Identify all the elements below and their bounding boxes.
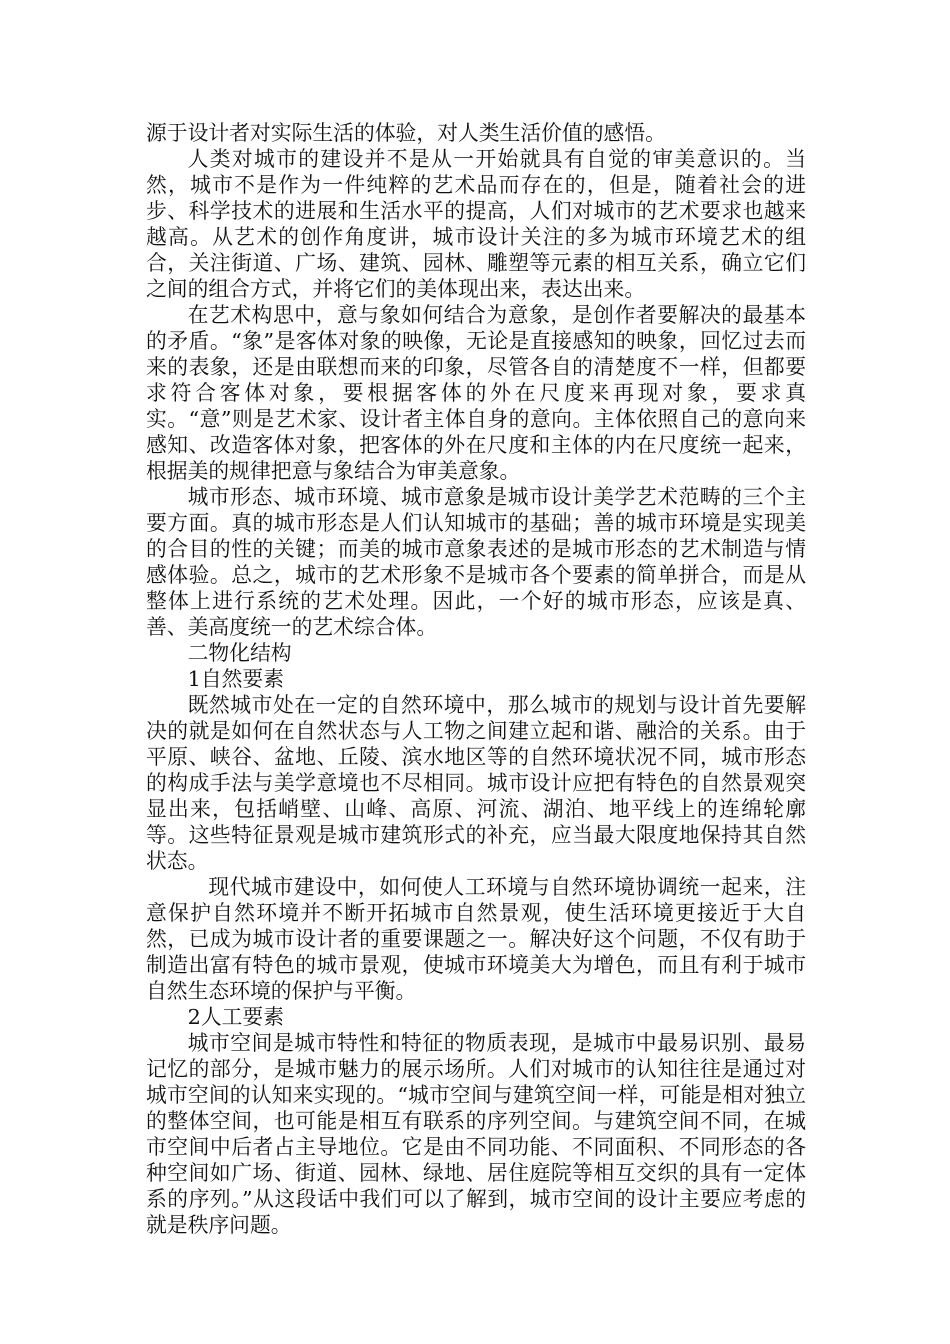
paragraph-continuation: 源于设计者对实际生活的体验，对人类生活价值的感悟。: [146, 121, 666, 145]
paragraph-artistic-conception: 在艺术构思中，意与象如何结合为意象，是创作者要解决的最基本的矛盾。“象”是客体对象的映像，无论是直接感知的映象，回忆过去而来的表象，还是由联想而来的印象，尽管各自的清楚度不一样，但都要求符合客体对象，要根据客体的外在尺度来再现对象，要求真实。“意”则是艺术家、设计者主体自身的意向。主体依照自己的意向来感知、改造客体对象，把客体的外在尺度和主体的内在尺度统一起来，根据美的规律把意与象结合为审美意象。: [146, 303, 806, 483]
paragraph-modern-construction: 现代城市建设中，如何使人工环境与自然环境协调统一起来，注意保护自然环境并不断开拓城市自然景观，使生活环境更接近于大自然，已成为城市设计者的重要课题之一。解决好这个问题，不仅有助于制造出富有特色的城市景观，使城市环境美大为增色，而且有利于城市自然生态环境的保护与平衡。: [146, 875, 806, 1003]
paragraph-natural-environment: 既然城市处在一定的自然环境中，那么城市的规划与设计首先要解决的就是如何在自然状态与人工物之间建立起和谐、融洽的关系。由于平原、峡谷、盆地、丘陵、滨水地区等的自然环境状况不同，城市形态的构成手法与美学意境也不尽相同。城市设计应把有特色的自然景观突显出来，包括峭壁、山峰、高原、河流、湖泊、地平线上的连绵轮廓等。这些特征景观是城市建筑形式的补充，应当最大限度地保持其自然状态。: [146, 693, 806, 873]
section-heading-physical-structure: 二物化结构: [187, 641, 292, 665]
paragraph-urban-space: 城市空间是城市特性和特征的物质表现，是城市中最易识别、最易记忆的部分，是城市魅力的展示场所。人们对城市的认知往往是通过对城市空间的认知来实现的。“城市空间与建筑空间一样，可能是相对独立的整体空间，也可能是相互有联系的序列空间。与建筑空间不同，在城市空间中后者占主导地位。它是由不同功能、不同面积、不同形态的各种空间如广场、街道、园林、绿地、居住庭院等相互交织的具有一定体系的序列。”从这段话中我们可以了解到，城市空间的设计主要应考虑的就是秩序问题。: [146, 1031, 806, 1237]
document-page: [146, 120, 806, 1238]
paragraph-aesthetic-awareness: 人类对城市的建设并不是从一开始就具有自觉的审美意识的。当然，城市不是作为一件纯粹的艺术品而存在的，但是，随着社会的进步、科学技术的进展和生活水平的提高，人们对城市的艺术要求也越来越高。从艺术的创作角度讲，城市设计关注的多为城市环境艺术的组合，关注街道、广场、建筑、园林、雕塑等元素的相互关系，确立它们之间的组合方式，并将它们的美体现出来，表达出来。: [146, 147, 806, 301]
subsection-heading-natural-elements: 1自然要素: [187, 667, 285, 691]
paragraph-city-form: 城市形态、城市环境、城市意象是城市设计美学艺术范畴的三个主要方面。真的城市形态是人们认知城市的基础；善的城市环境是实现美的合目的性的关键；而美的城市意象表述的是城市形态的艺术制造与情感体验。总之，城市的艺术形象不是城市各个要素的简单拼合，而是从整体上进行系统的艺术处理。因此，一个好的城市形态，应该是真、善、美高度统一的艺术综合体。: [146, 485, 806, 639]
subsection-heading-artificial-elements: 2人工要素: [187, 1005, 285, 1029]
